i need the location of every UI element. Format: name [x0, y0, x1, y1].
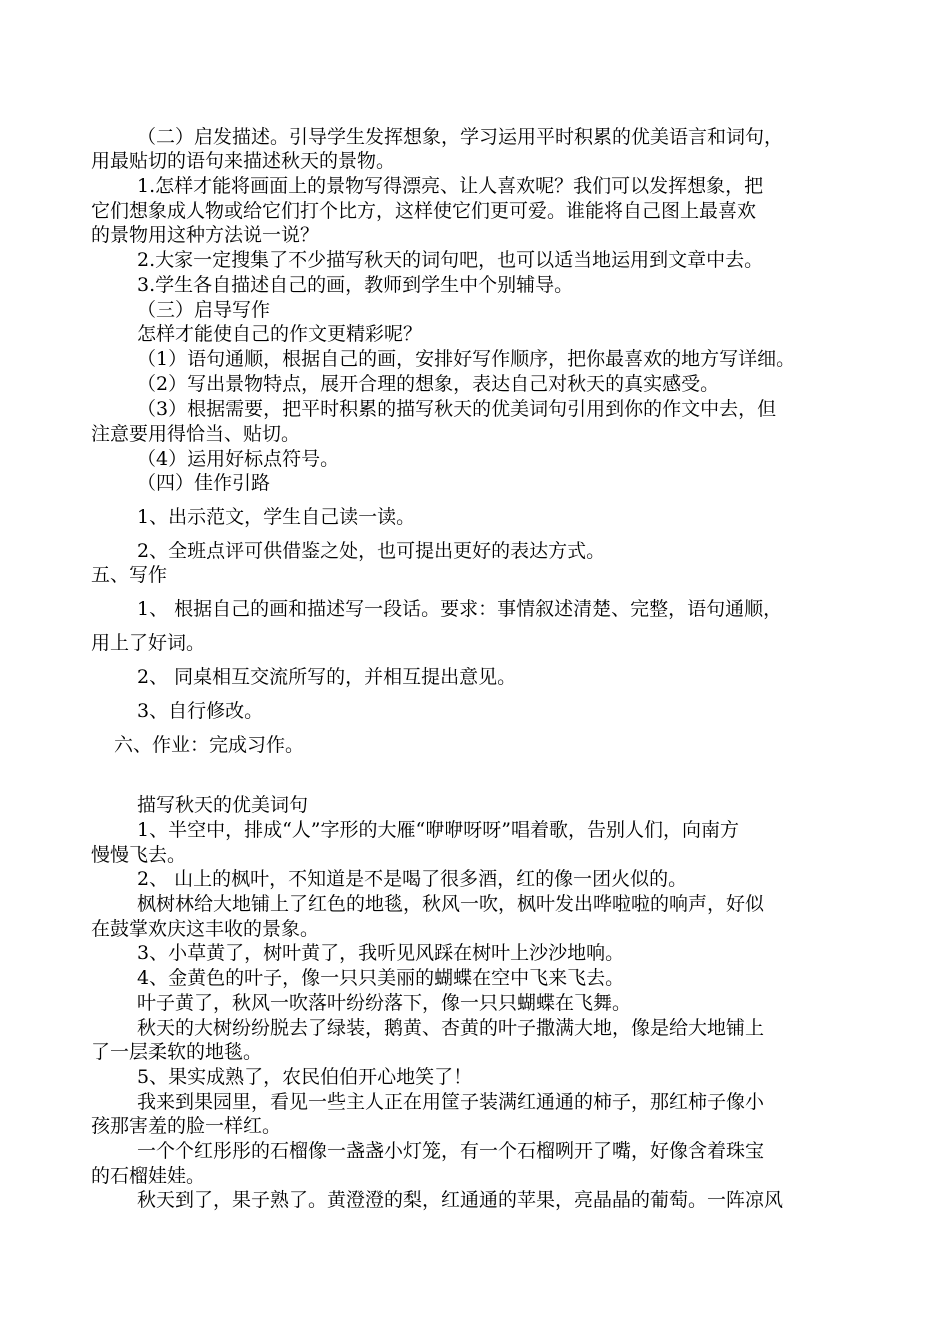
section4-step1: 1、出示范文，学生自己读一读。 [137, 506, 416, 528]
phrase-paragraph: 1、半空中，排成“人”字形的大雁“咿咿呀呀”唱着歌，告别人们，向南方 [137, 819, 739, 841]
section3-heading: （三）启导写作 [137, 299, 271, 321]
section3-point3-cont: 注意要用得恰当、贴切。 [91, 423, 301, 445]
phrase-paragraph: 我来到果园里，看见一些主人正在用筐子装满红通通的柿子，那红柿子像小 [137, 1091, 765, 1113]
part6-heading: 六、作业：完成习作。 [114, 734, 305, 756]
phrase-paragraph-cont: 了一层柔软的地毯。 [91, 1041, 263, 1063]
phrase-paragraph-cont: 慢慢飞去。 [91, 844, 187, 866]
section3-point3: （3）根据需要，把平时积累的描写秋天的优美词句引用到你的作文中去，但 [137, 398, 777, 420]
section2-item1-cont: 它们想象成人物或给它们打个比方，这样使它们更可爱。谁能将自己图上最喜欢 [91, 200, 757, 222]
phrase-paragraph: 秋天到了，果子熟了。黄澄澄的梨，红通通的苹果，亮晶晶的葡萄。一阵凉风 [137, 1189, 784, 1211]
section2-heading: （二）启发描述。引导学生发挥想象，学习运用平时积累的优美语言和词句， [137, 126, 784, 148]
phrase-paragraph: 秋天的大树纷纷脱去了绿装，鹅黄、杏黄的叶子撒满大地，像是给大地铺上 [137, 1017, 765, 1039]
section2-item1: 1.怎样才能将画面上的景物写得漂亮、让人喜欢呢？我们可以发挥想象，把 [137, 175, 764, 197]
section2-item1-cont: 的景物用这种方法说一说？ [91, 224, 320, 246]
section2-item2: 2.大家一定搜集了不少描写秋天的词句吧，也可以适当地运用到文章中去。 [137, 249, 764, 271]
phrase-paragraph: 5、果实成熟了，农民伯伯开心地笑了！ [137, 1066, 473, 1088]
phrase-paragraph-cont: 的石榴娃娃。 [91, 1165, 206, 1187]
part5-step2: 2、 同桌相互交流所写的，并相互提出意见。 [137, 666, 517, 688]
phrases-title: 描写秋天的优美词句 [137, 794, 309, 816]
phrase-paragraph: 4、金黄色的叶子，像一只只美丽的蝴蝶在空中飞来飞去。 [137, 967, 625, 989]
part5-step1-cont: 用上了好词。 [91, 632, 206, 654]
section3-point1: （1）语句通顺，根据自己的画，安排好写作顺序，把你最喜欢的地方写详细。 [137, 348, 796, 370]
section4-heading: （四）佳作引路 [137, 472, 271, 494]
section3-point4: （4）运用好标点符号。 [137, 448, 340, 470]
part5-step3: 3、自行修改。 [137, 700, 264, 722]
section2-item3: 3.学生各自描述自己的画，教师到学生中个别辅导。 [137, 274, 574, 296]
section3-question: 怎样才能使自己的作文更精彩呢？ [137, 323, 423, 345]
phrase-paragraph: 一个个红彤彤的石榴像一盏盏小灯笼，有一个石榴咧开了嘴，好像含着珠宝 [137, 1140, 765, 1162]
section3-point2: （2）写出景物特点，展开合理的想象，表达自己对秋天的真实感受。 [137, 373, 720, 395]
section4-step2: 2、全班点评可供借鉴之处，也可提出更好的表达方式。 [137, 540, 606, 562]
phrase-paragraph-cont: 孩那害羞的脸一样红。 [91, 1115, 282, 1137]
phrase-paragraph: 3、小草黄了，树叶黄了，我听见风踩在树叶上沙沙地响。 [137, 942, 625, 964]
phrase-paragraph: 2、 山上的枫叶，不知道是不是喝了很多酒，红的像一团火似的。 [137, 868, 688, 890]
phrase-paragraph: 枫树林给大地铺上了红色的地毯，秋风一吹，枫叶发出哗啦啦的响声，好似 [137, 893, 765, 915]
part5-step1: 1、 根据自己的画和描述写一段话。要求：事情叙述清楚、完整，语句通顺， [137, 598, 783, 620]
phrase-paragraph-cont: 在鼓掌欢庆这丰收的景象。 [91, 918, 320, 940]
section2-heading-cont: 用最贴切的语句来描述秋天的景物。 [91, 150, 396, 172]
phrase-paragraph: 叶子黄了，秋风一吹落叶纷纷落下，像一只只蝴蝶在飞舞。 [137, 992, 632, 1014]
part5-heading: 五、写作 [91, 564, 168, 586]
